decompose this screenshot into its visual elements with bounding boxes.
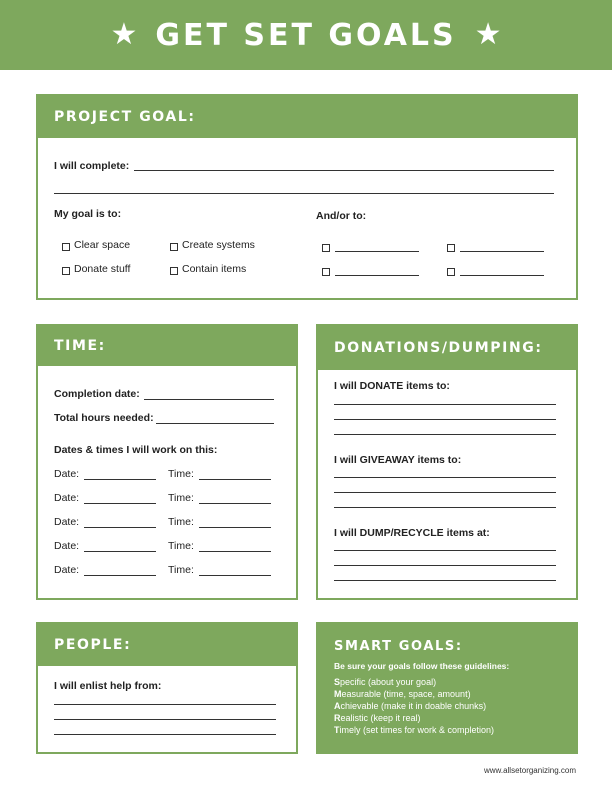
smart-item: Specific (about your goal) bbox=[334, 677, 437, 687]
donate-line-1[interactable] bbox=[334, 404, 556, 405]
dump-label: I will DUMP/RECYCLE items at: bbox=[334, 527, 490, 539]
time-label: Time: bbox=[168, 468, 194, 480]
option-create-systems: Create systems bbox=[182, 239, 255, 251]
custom-goal-line-3[interactable] bbox=[335, 275, 419, 276]
time-line[interactable] bbox=[199, 503, 271, 504]
time-label: Time: bbox=[168, 564, 194, 576]
time-label: Time: bbox=[168, 540, 194, 552]
dump-line-2[interactable] bbox=[334, 565, 556, 566]
giveaway-line-3[interactable] bbox=[334, 507, 556, 508]
custom-goal-line-1[interactable] bbox=[335, 251, 419, 252]
star-icon: ★ bbox=[474, 18, 502, 51]
date-label: Date: bbox=[54, 468, 80, 480]
project-goal-panel bbox=[36, 94, 578, 300]
donate-label: I will DONATE items to: bbox=[334, 380, 450, 392]
option-donate-stuff: Donate stuff bbox=[74, 263, 131, 275]
people-heading: PEOPLE: bbox=[38, 624, 296, 666]
time-panel bbox=[36, 324, 298, 600]
smart-item: Timely (set times for work & completion) bbox=[334, 725, 495, 735]
total-hours-label: Total hours needed: bbox=[54, 412, 154, 424]
giveaway-label: I will GIVEAWAY items to: bbox=[334, 454, 462, 466]
footer-url: www.allsetorganizing.com bbox=[483, 766, 576, 775]
time-line[interactable] bbox=[199, 575, 271, 576]
checkbox-custom-2[interactable] bbox=[447, 244, 455, 252]
checkbox-custom-1[interactable] bbox=[322, 244, 330, 252]
project-goal-heading: PROJECT GOAL: bbox=[38, 96, 576, 138]
time-heading: TIME: bbox=[38, 326, 296, 366]
enlist-label: I will enlist help from: bbox=[54, 680, 162, 692]
date-label: Date: bbox=[54, 540, 80, 552]
smart-item: Realistic (keep it real) bbox=[334, 713, 421, 723]
smart-item: Measurable (time, space, amount) bbox=[334, 689, 471, 699]
date-label: Date: bbox=[54, 516, 80, 528]
custom-goal-line-2[interactable] bbox=[460, 251, 544, 252]
completion-date-label: Completion date: bbox=[54, 388, 140, 400]
checkbox-custom-4[interactable] bbox=[447, 268, 455, 276]
donate-line-3[interactable] bbox=[334, 434, 556, 435]
checkbox-contain-items[interactable] bbox=[170, 267, 178, 275]
andor-label: And/or to: bbox=[316, 210, 367, 222]
enlist-line-1[interactable] bbox=[54, 704, 276, 705]
date-label: Date: bbox=[54, 564, 80, 576]
time-line[interactable] bbox=[199, 527, 271, 528]
will-complete-label: I will complete: bbox=[54, 160, 130, 172]
total-hours-line[interactable] bbox=[156, 423, 274, 424]
time-label: Time: bbox=[168, 492, 194, 504]
time-label: Time: bbox=[168, 516, 194, 528]
option-contain-items: Contain items bbox=[182, 263, 247, 275]
date-line[interactable] bbox=[84, 551, 156, 552]
smart-goals-heading: SMART GOALS: bbox=[318, 624, 576, 668]
enlist-line-2[interactable] bbox=[54, 719, 276, 720]
smart-goals-panel bbox=[316, 622, 578, 754]
smart-goals-body bbox=[334, 660, 570, 736]
date-label: Date: bbox=[54, 492, 80, 504]
page-title: GET SET GOALS bbox=[155, 17, 457, 53]
option-clear-space: Clear space bbox=[74, 239, 131, 251]
star-icon: ★ bbox=[110, 18, 138, 51]
will-complete-line-1[interactable] bbox=[134, 170, 554, 171]
giveaway-line-2[interactable] bbox=[334, 492, 556, 493]
giveaway-line-1[interactable] bbox=[334, 477, 556, 478]
date-line[interactable] bbox=[84, 503, 156, 504]
checkbox-donate-stuff[interactable] bbox=[62, 267, 70, 275]
my-goal-label: My goal is to: bbox=[54, 208, 122, 220]
smart-intro: Be sure your goals follow these guidelines: bbox=[334, 661, 510, 671]
date-line[interactable] bbox=[84, 527, 156, 528]
checkbox-clear-space[interactable] bbox=[62, 243, 70, 251]
time-line[interactable] bbox=[199, 551, 271, 552]
time-line[interactable] bbox=[199, 479, 271, 480]
page-header bbox=[0, 0, 612, 70]
date-line[interactable] bbox=[84, 575, 156, 576]
donations-panel bbox=[316, 324, 578, 600]
custom-goal-line-4[interactable] bbox=[460, 275, 544, 276]
date-line[interactable] bbox=[84, 479, 156, 480]
enlist-line-3[interactable] bbox=[54, 734, 276, 735]
checkbox-create-systems[interactable] bbox=[170, 243, 178, 251]
donate-line-2[interactable] bbox=[334, 419, 556, 420]
checkbox-custom-3[interactable] bbox=[322, 268, 330, 276]
smart-item: Achievable (make it in doable chunks) bbox=[334, 701, 487, 711]
people-panel bbox=[36, 622, 298, 754]
completion-date-line[interactable] bbox=[144, 399, 274, 400]
dates-times-label: Dates & times I will work on this: bbox=[54, 444, 218, 456]
donations-heading: DONATIONS/DUMPING: bbox=[318, 326, 576, 370]
dump-line-3[interactable] bbox=[334, 580, 556, 581]
will-complete-line-2[interactable] bbox=[54, 193, 554, 194]
dump-line-1[interactable] bbox=[334, 550, 556, 551]
